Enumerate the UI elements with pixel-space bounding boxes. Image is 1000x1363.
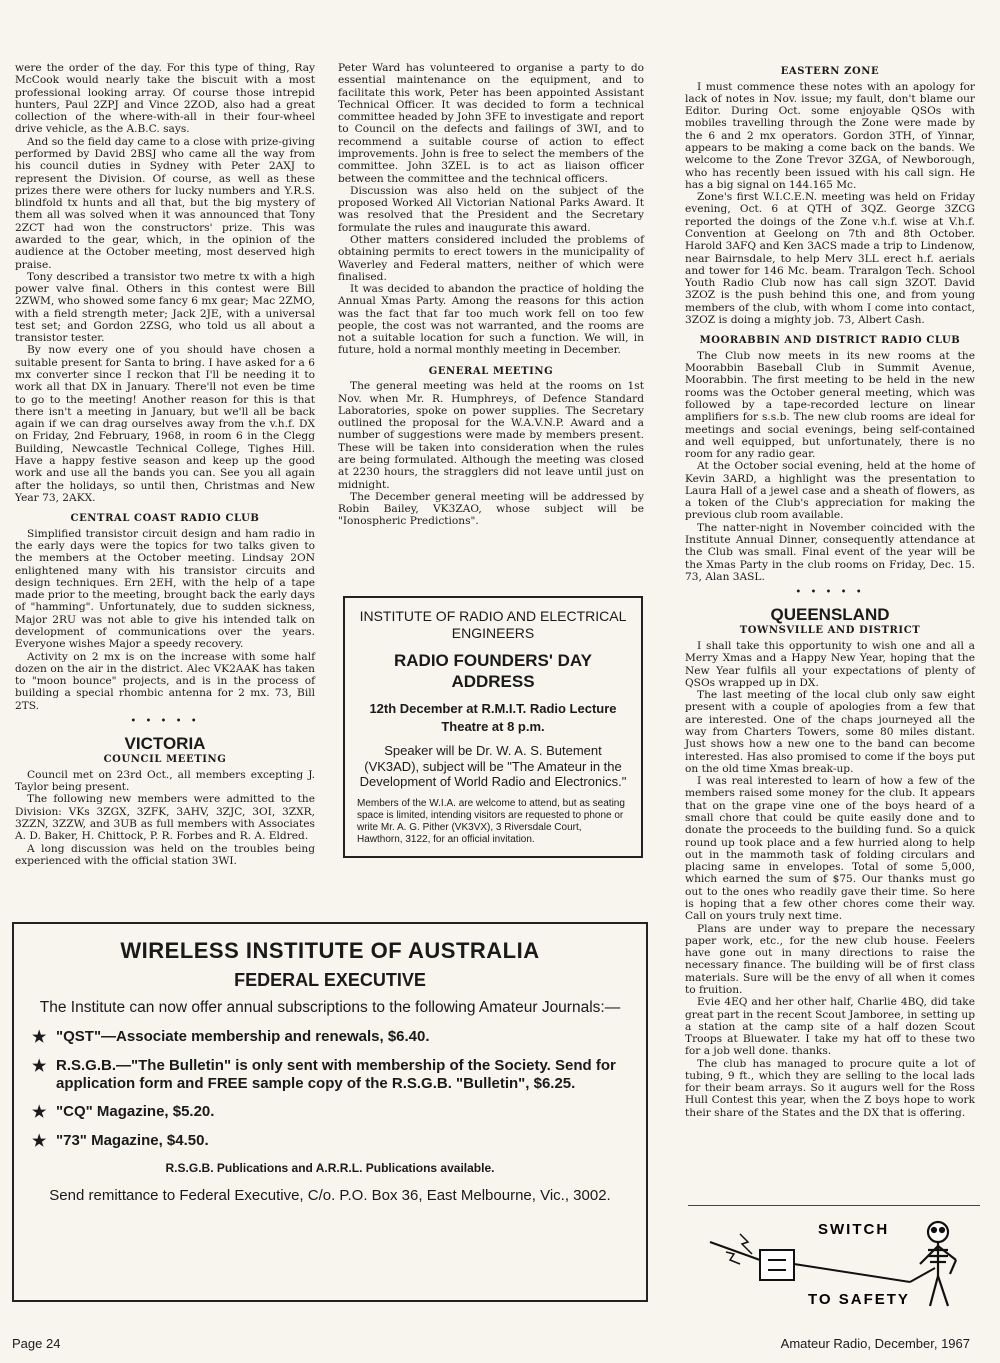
section-divider: • • • • • bbox=[795, 587, 865, 599]
cartoon-rule bbox=[688, 1205, 980, 1206]
paragraph: The general meeting was held at the rooms on 1st Nov. when Mr. R. Humphreys, of Defence Standard Laboratories, spoke on power supplies. The Secretary outlined the proposal for the W.A.V.N.P. Award and a number of suggestions were made by members present. These will be taken into consideration when the rules are being formulated. Although the meeting was closed at 2230 hours, the stragglers did not leave until just on midnight. bbox=[338, 380, 644, 491]
paragraph: It was decided to abandon the practice of holding the Annual Xmas Party. Among the reasons for this action was the fact that far too much work fell on too few people, the cost was not warranted, and the rooms are not a suitable location for such a function. We will, in future, hold a normal monthly meeting in December. bbox=[338, 283, 644, 357]
section-heading-eastern-zone: EASTERN ZONE bbox=[780, 66, 880, 77]
journal-item bbox=[32, 1132, 628, 1151]
paragraph: Zone's first W.I.C.E.N. meeting was held on Friday evening, Oct. 6 at QTH of 3QZ. George 3ZCG reported the doings of the Zone v.h.f. wise at V.h.f. Convention at Geelong on 7th and 8th October. Harold 3AFQ and Ken 3ACS made a trip to Lindenow, near Bairnsdale, to help Merv 3LL erect h.f. aerials and tower for 146 Mc. beam. Traralgon Tech. School Youth Radio Club now has call sign 3ZOT. David 3ZOZ is the push behind this one, and from young members of the club, with whom I come into contact, 3ZOZ is doing a mighty job. 73, Albert Cash. bbox=[685, 191, 975, 326]
switch-icon bbox=[710, 1242, 935, 1282]
paragraph: The last meeting of the local club only saw eight present with a couple of apologies from a few that are interested. One of the chaps journeyed all the way from Charters Towers, some 80 miles distant. Just shows how a new one to the band can become interested. Has also promised to come if the boys put on the old time Xmas break-up. bbox=[685, 689, 975, 775]
wia-title: WIRELESS INSTITUTE OF AUSTRALIA bbox=[120, 938, 540, 963]
paragraph: Tony described a transistor two metre tx with a high power valve final. Others in this contest were Bill 2ZWM, who showed some fancy 6 mx gear; Mac 2ZMO, with a field strength meter; Jack 2JE, with a universal test set; and Gordon 2ZSG, who told us all about a transistor tester. bbox=[15, 270, 315, 345]
section-heading-council-meeting: COUNCIL MEETING bbox=[103, 754, 227, 766]
paragraph: And so the field day came to a close with prize-giving performed by David 2BSJ who came all the way from his council duties in Sydney with Peter 2AXJ to represent the Division. Of course, as well as these prizes there were others for lucky numbers and Y.R.S. blindfold tx hunts and all that, but the big mystery of them all was solved when it was announced that Tony 2ZCT had won the constructors' prize. This was awarded to the gear, which, in the opinion of the audience at the October meeting, most deserved high praise. bbox=[15, 135, 315, 271]
paragraph: were the order of the day. For this type of thing, Ray McCook would nearly take the biscuit with a most professional looking array. Of course those intrepid hunters, Paul 2ZPJ and Vince 2ZOD, also had a great collection of the where-with-all in their four-wheel drive vehicle, as the A.B.C. says. bbox=[15, 62, 315, 136]
journal-item bbox=[32, 1028, 628, 1047]
paragraph: I was real interested to learn of how a few of the members raised some money for the club. It appears that on the grape vine one of the boys heard of a small chore that could be quite easily done and to donate the proceeds to the building fund. So a quick round up took place and a few hurried along to help out in the mammoth task of folding circulars and placing same in envelopes. Total of some 5,000, which earned the sum of $75. Our thanks must go out to the ones who readily gave their time. So here is hoping that a few other chores come their way. Call on yours truly next time. bbox=[685, 775, 975, 923]
paragraph: The following new members were admitted to the Division: VKs 3ZGX, 3ZFK, 3AHV, 3ZJC, 3OI, 3ZXR, 3ZZN, 3ZZW, and 3UB as full members with Associates A. D. Baker, H. Chittock, P. R. Forbes and R. A. Eldred. bbox=[15, 793, 315, 843]
paragraph: I shall take this opportunity to wish one and all a Merry Xmas and a Happy New Year, hoping that the New Year fulfils all your expectations of plenty of QSOs wrapped up in DX. bbox=[685, 640, 975, 689]
paragraph: The December general meeting will be addressed by Robin Bailey, VK3ZAO, whose subject will be "Ionospheric Predictions". bbox=[338, 490, 644, 528]
notice-organisation: INSTITUTE OF RADIO AND ELECTRICAL ENGINEERS bbox=[359, 608, 627, 641]
notice-speaker: Speaker will be Dr. W. A. S. Butement (VK3AD), subject will be "The Amateur in the Development of World Radio and Electronics." bbox=[359, 743, 627, 790]
wia-subtitle: FEDERAL EXECUTIVE bbox=[234, 970, 426, 990]
paragraph: Plans are under way to prepare the necessary paper work, etc., for the new club house. Feelers have gone out in many directions to raise the necessary finance. The building will be of first class materials. Sure will be the envy of all when it comes to fruition. bbox=[685, 922, 975, 996]
issue-footer: Amateur Radio, December, 1967 bbox=[780, 1336, 970, 1351]
section-heading-central-coast: CENTRAL COAST RADIO CLUB bbox=[70, 513, 260, 525]
journal-item bbox=[32, 1057, 628, 1093]
notice-title: RADIO FOUNDERS' DAY ADDRESS bbox=[394, 650, 592, 691]
journal-item bbox=[32, 1103, 628, 1122]
paragraph: Activity on 2 mx is on the increase with some half dozen on the air in the district. Alec VK2AAK has taken to "moon bounce" projects, and is in the process of building a special rhombic antenna for 2 mx. 73, Bill 2TS. bbox=[15, 650, 315, 712]
journal-item-text: R.S.G.B.—"The Bulletin" is only sent with membership of the Society. Send for application form and FREE sample copy of the R.S.G.B. "Bulletin", $6.25. bbox=[56, 1056, 616, 1092]
switch-to-safety-cartoon bbox=[690, 1212, 980, 1310]
page-number: Page 24 bbox=[12, 1336, 61, 1351]
journal-item-text: "QST"—Associate membership and renewals, $6.40. bbox=[56, 1027, 430, 1045]
notice-date-venue: 12th December at R.M.I.T. Radio Lecture Theatre at 8 p.m. bbox=[369, 701, 617, 734]
wia-remittance: Send remittance to Federal Executive, C/o. P.O. Box 36, East Melbourne, Vic., 3002. bbox=[49, 1187, 611, 1205]
wia-subscription-notice bbox=[12, 922, 648, 1302]
paragraph: A long discussion was held on the troubles being experienced with the official station 3WI. bbox=[15, 842, 315, 867]
section-heading-moorabbin: MOORABBIN AND DISTRICT RADIO CLUB bbox=[699, 335, 961, 347]
paragraph: I must commence these notes with an apology for lack of notes in Nov. issue; my fault, don't blame our Editor. During Oct. some enjoyable QSOs with mobiles travelling through the Zone were made by the 6 and 2 mx operators. Gordon 3TH, of Yinnar, appears to be making a come back on the bands. We welcome to the Zone Trevor 3ZGA, of Newborough, who has recently been issued with his call sign. He has a big signal on 144.165 Mc. bbox=[685, 80, 975, 191]
section-heading-townsville: TOWNSVILLE AND DISTRICT bbox=[739, 625, 921, 637]
star-icon: ★ bbox=[32, 1132, 47, 1150]
paragraph: The club has managed to procure quite a lot of tubing, 9 ft., which they are selling to the local lads for their beam arrays. So it augurs well for the Ross Hull Contest this year, when the Z boys hope to work their share of the States and the DX that is offering. bbox=[685, 1057, 975, 1119]
column-3 bbox=[685, 66, 975, 1119]
wia-intro: The Institute can now offer annual subscriptions to the following Amateur Journals:— bbox=[39, 999, 621, 1016]
notice-invitation: Members of the W.I.A. are welcome to attend, but as seating space is limited, intending visitors are requested to phone or write Mr. A. G. Pither (VK3VX), 3 Riversdale Court, Hawthorn, 3122, for an official invitation. bbox=[357, 797, 625, 845]
state-heading-victoria: VICTORIA bbox=[124, 733, 206, 753]
paragraph: At the October social evening, held at the home of Kevin 3ARD, a highlight was the presentation to Laura Hall of a jewel case and a sheath of flowers, as a token of the Club's appreciation for making the previous club room available. bbox=[685, 460, 975, 522]
skeleton-icon bbox=[920, 1222, 956, 1306]
section-heading-general-meeting: GENERAL MEETING bbox=[428, 365, 554, 377]
paragraph: Simplified transistor circuit design and ham radio in the early days were the topics for two talks given to the members at the October meeting. Lindsay 2ON enlightened many with his transistor circuits and design techniques. Ern 2EH, with the help of a tape made prior to the meeting, brought back the early days of "hamming". Unfortunately, due to sudden sickness, Major 2RU was not able to give his intended talk on development of communications over the years. Everyone wishes Major a speedy recovery. bbox=[15, 527, 315, 651]
paragraph: The natter-night in November coincided with the Institute Annual Dinner, consequently attendance at the Club was small. Final event of the year will be the Xmas Party in the club rooms on Friday, Dec. 15. 73, Alan 3ASL. bbox=[685, 521, 975, 583]
paragraph: Evie 4EQ and her other half, Charlie 4BQ, did take great part in the recent Scout Jamboree, in setting up a station at the camp site of a half dozen Scout Troops at Bluewater. I take my hat off to these two for a job well done. thanks. bbox=[685, 996, 976, 1058]
paragraph: Peter Ward has volunteered to organise a party to do essential maintenance on the equipment, and to facilitate this work, Peter has been appointed Assistant Technical Officer. It was decided to form a technical committee headed by John 3FE to investigate and report to Council on the defects and failings of 3WI, and to recommend a suitable course of action to effect improvements. John is free to select the members of the committee. John 3ZEL is to act as liaison officer between the committee and the technical officers. bbox=[338, 62, 644, 185]
paragraph: Discussion was also held on the subject of the proposed Worked All Victorian National Parks Award. It was resolved that the President and the Secretary formulate the rules and inaugurate this award. bbox=[338, 184, 644, 234]
section-divider: • • • • • bbox=[130, 715, 200, 727]
cartoon-top-text: SWITCH bbox=[818, 1221, 890, 1238]
paragraph: The Club now meets in its new rooms at the Moorabbin Baseball Club in Summit Avenue, Moorabbin. The first meeting to be held in the new rooms was the October general meeting, which was followed by a tape-recorded lecture on linear amplifiers for s.s.b. The new club rooms are ideal for meetings and social evenings, being self-contained and well equipped, but unfortunately, there is no room for any radio gear. bbox=[685, 349, 975, 461]
column-2 bbox=[338, 62, 644, 528]
journal-item-text: "73" Magazine, $4.50. bbox=[56, 1131, 209, 1149]
paragraph: By now every one of you should have chosen a suitable present for Santa to bring. I have asked for a 6 mx converter since I reckon that I'll be needing it to work all that DX in January. There'll not even be time to go to the meeting! Another reason for this is that there isn't a meeting in January, but we'll all be back again if we can drag ourselves away from the v.h.f. DX on Friday, 2nd February, 1968, in room 6 in the Clegg Building, Newcastle Technical College, Tighes Hill. Have a happy festive season and keep up the good work and use all the bands you can. See you all again after the holidays, so until then, Christmas and New Year 73, 2AKX. bbox=[15, 344, 315, 504]
paragraph: Council met on 23rd Oct., all members excepting J. Taylor being present. bbox=[15, 768, 315, 794]
state-heading-queensland: QUEENSLAND bbox=[770, 604, 890, 624]
star-icon: ★ bbox=[32, 1028, 47, 1046]
journal-item-text: "CQ" Magazine, $5.20. bbox=[56, 1102, 215, 1120]
cartoon-bottom-text: TO SAFETY bbox=[808, 1291, 910, 1308]
paragraph: Other matters considered included the problems of obtaining permits to erect towers in the municipality of Waverley and Federal matters, neither of which were finalised. bbox=[338, 233, 644, 283]
column-1 bbox=[15, 62, 315, 867]
star-icon: ★ bbox=[32, 1103, 47, 1121]
journal-list bbox=[32, 1028, 628, 1152]
star-icon: ★ bbox=[32, 1057, 47, 1075]
wia-publications: R.S.G.B. Publications and A.R.R.L. Publications available. bbox=[165, 1161, 495, 1176]
founders-day-notice bbox=[343, 596, 643, 858]
